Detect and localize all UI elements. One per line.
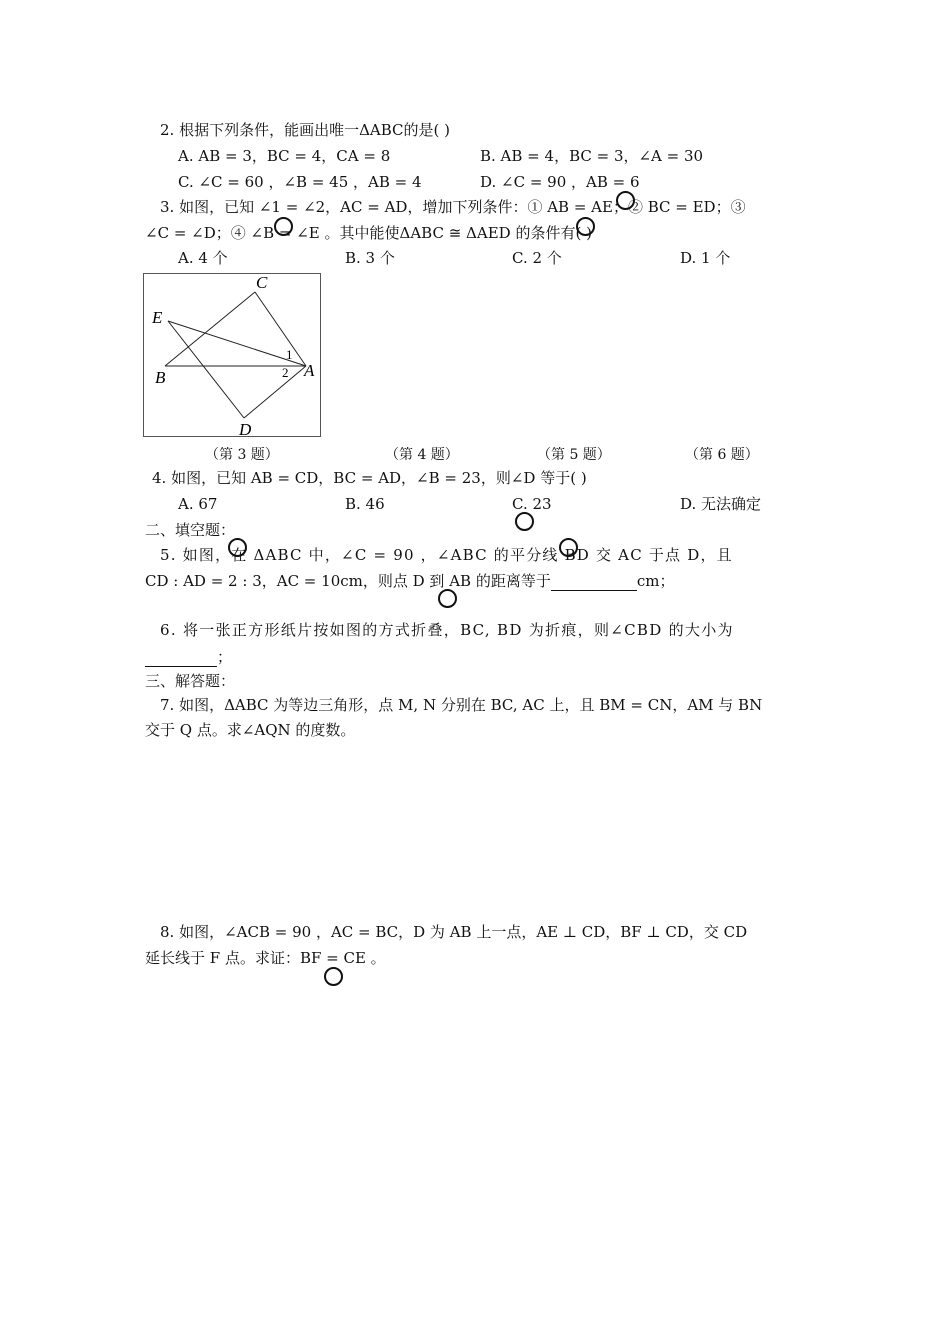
label-a: A <box>304 361 315 380</box>
q5-line1: 5. 如图，在 ΔABC 中，∠C = 90 ，∠ABC 的平分线 BD 交 AC 于点 D，且 <box>160 546 733 564</box>
segment-da <box>244 366 306 418</box>
circle-mark <box>515 512 534 531</box>
circle-mark <box>576 217 595 236</box>
circle-mark <box>228 538 247 557</box>
q3-line1: 3. 如图，已知 ∠1 = ∠2，AC = AD，增加下列条件：① AB = AE；② BC = ED；③ <box>160 198 746 216</box>
segment-bc <box>165 292 255 366</box>
circle-mark <box>274 217 293 236</box>
q3-line2: ∠C = ∠D；④ ∠B = ∠E 。其中能使ΔABC ≅ ΔAED 的条件有( ) <box>145 224 592 242</box>
q6-line2 <box>145 647 232 667</box>
caption-fig4: （第 4 题） <box>385 447 459 463</box>
q3-option-a: A. 4 个 <box>178 249 228 267</box>
label-b: B <box>155 368 166 387</box>
label-e: E <box>152 308 163 327</box>
q3-option-c: C. 2 个 <box>512 249 562 267</box>
q5-line2-text: CD : AD = 2 : 3，AC = 10cm，则点 D 到 AB 的距离等于 <box>145 572 551 590</box>
q4-option-b: B. 46 <box>345 495 385 513</box>
q2-option-b: B. AB = 4，BC = 3，∠A = 30 <box>480 147 704 165</box>
circle-mark <box>438 589 457 608</box>
q6-answer-blank[interactable] <box>145 649 217 667</box>
q2-option-a: A. AB = 3，BC = 4，CA = 8 <box>178 147 391 165</box>
q5-answer-blank[interactable] <box>551 573 637 591</box>
caption-fig3: （第 3 题） <box>205 447 279 463</box>
q5-line2 <box>145 571 674 591</box>
q4-stem: 4. 如图，已知 AB = CD，BC = AD，∠B = 23，则∠D 等于( ) <box>152 469 587 487</box>
caption-fig5: （第 5 题） <box>537 447 611 463</box>
label-angle-2: 2 <box>282 365 289 380</box>
q3-option-d: D. 1 个 <box>680 249 731 267</box>
q8-line2: 延长线于 F 点。求证：BF = CE 。 <box>145 949 386 967</box>
figure-frame <box>144 274 321 437</box>
q8-line1: 8. 如图，∠ACB = 90 ，AC = BC，D 为 AB 上一点，AE ⊥ CD，BF ⊥ CD，交 CD <box>160 923 748 941</box>
circle-mark <box>324 967 343 986</box>
q6-end: ； <box>217 648 233 666</box>
q4-option-c: C. 23 <box>512 495 552 513</box>
q5-unit: cm； <box>636 572 675 590</box>
q7-line1: 7. 如图，ΔABC 为等边三角形，点 M, N 分别在 BC, AC 上，且 BM = CN，AM 与 BN <box>160 696 763 714</box>
q4-option-d: D. 无法确定 <box>680 495 762 513</box>
section-solve: 三、解答题： <box>145 672 236 690</box>
q7-line2: 交于 Q 点。求∠AQN 的度数。 <box>145 721 356 739</box>
q2-option-d: D. ∠C = 90 ，AB = 6 <box>480 173 640 191</box>
segment-ca <box>255 292 306 366</box>
q4-option-a: A. 67 <box>178 495 218 513</box>
label-angle-1: 1 <box>286 347 293 362</box>
q2-option-c: C. ∠C = 60 ，∠B = 45 ，AB = 4 <box>178 173 422 191</box>
label-c: C <box>256 273 268 292</box>
q2-stem: 2. 根据下列条件，能画出唯一ΔABC的是( ) <box>160 121 450 139</box>
q3-figure <box>143 273 322 439</box>
segment-ed <box>168 321 244 418</box>
caption-fig6: （第 6 题） <box>685 447 759 463</box>
circle-mark <box>616 191 635 210</box>
q3-option-b: B. 3 个 <box>345 249 395 267</box>
label-d: D <box>239 420 252 439</box>
circle-mark <box>559 538 578 557</box>
q6-line1: 6. 将一张正方形纸片按如图的方式折叠，BC, BD 为折痕，则∠CBD 的大小为 <box>160 621 734 639</box>
section-fill-in: 二、填空题： <box>145 521 236 539</box>
